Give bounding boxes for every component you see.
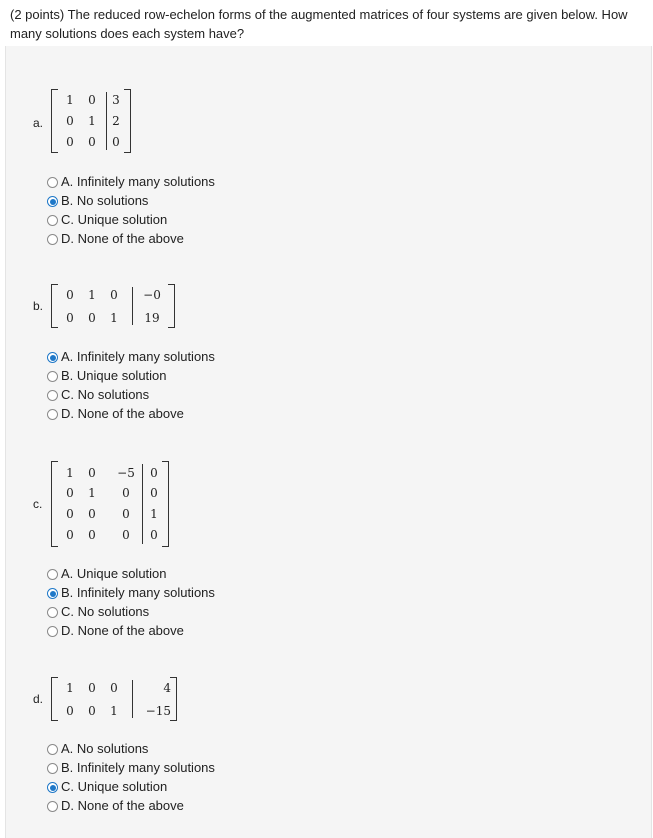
radio-button[interactable]	[47, 177, 58, 188]
part-b-option-d[interactable]	[47, 404, 215, 423]
radio-button[interactable]	[47, 390, 58, 401]
option-label: C. No solutions	[61, 387, 150, 402]
question-text: (2 points) The reduced row-echelon forms of the augmented matrices of four systems are given below. How many solutions does each system have?	[10, 7, 628, 41]
part-a-option-c[interactable]	[47, 210, 215, 229]
option-label: D. None of the above	[61, 231, 184, 246]
part-a-matrix	[51, 89, 131, 153]
matrix-cell: 0	[122, 507, 130, 521]
matrix-cell: 2	[112, 114, 120, 128]
option-label: B. Infinitely many solutions	[61, 760, 215, 775]
question-header	[0, 0, 645, 46]
option-label: B. Infinitely many solutions	[61, 585, 215, 600]
radio-button-selected[interactable]	[47, 588, 58, 599]
matrix-cell: 0	[110, 288, 118, 302]
matrix-cell: 0	[88, 681, 96, 695]
radio-button[interactable]	[47, 607, 58, 618]
matrix-cell: 1	[88, 486, 96, 500]
option-label: C. No solutions	[61, 604, 150, 619]
part-d-option-b[interactable]	[47, 758, 215, 777]
matrix-cell: 0	[88, 135, 96, 149]
part-c-option-a[interactable]	[47, 564, 215, 583]
matrix-cell: 0	[66, 311, 74, 325]
matrix-cell: 1	[150, 507, 158, 521]
matrix-cell: −5	[117, 466, 135, 480]
part-c-option-d[interactable]	[47, 621, 215, 640]
matrix-cell: 0	[66, 704, 74, 718]
part-a-options	[47, 172, 215, 248]
matrix-cell: −15	[145, 704, 171, 718]
radio-button[interactable]	[47, 371, 58, 382]
option-label: C. Unique solution	[61, 779, 168, 794]
matrix-cell: 4	[163, 681, 171, 695]
matrix-cell: 0	[110, 681, 118, 695]
part-b-matrix	[51, 284, 175, 328]
part-b-option-a[interactable]	[47, 347, 215, 366]
matrix-cell: 0	[66, 507, 74, 521]
radio-button-selected[interactable]	[47, 352, 58, 363]
option-label: D. None of the above	[61, 798, 184, 813]
option-label: B. Unique solution	[61, 368, 167, 383]
part-a-option-a[interactable]	[47, 172, 215, 191]
option-label: A. No solutions	[61, 741, 149, 756]
part-c-option-c[interactable]	[47, 602, 215, 621]
option-label: A. Unique solution	[61, 566, 167, 581]
part-a-label: a.	[33, 116, 44, 130]
matrix-cell: 0	[66, 528, 74, 542]
radio-button[interactable]	[47, 801, 58, 812]
part-d-option-a[interactable]	[47, 739, 215, 758]
matrix-cell: 0	[66, 288, 74, 302]
radio-button[interactable]	[47, 409, 58, 420]
matrix-cell: 3	[112, 93, 120, 107]
matrix-cell: 1	[110, 704, 118, 718]
part-d-options	[47, 739, 215, 815]
matrix-cell: 0	[88, 528, 96, 542]
matrix-cell: 1	[66, 93, 74, 107]
matrix-cell: 0	[150, 466, 158, 480]
part-a-option-b[interactable]	[47, 191, 215, 210]
option-label: B. No solutions	[61, 193, 149, 208]
part-b-option-c[interactable]	[47, 385, 215, 404]
option-label: A. Infinitely many solutions	[61, 174, 215, 189]
part-c-matrix	[51, 461, 169, 547]
matrix-cell: 0	[150, 486, 158, 500]
matrix-cell: 1	[66, 466, 74, 480]
option-label: A. Infinitely many solutions	[61, 349, 215, 364]
part-d-option-d[interactable]	[47, 796, 215, 815]
radio-button[interactable]	[47, 234, 58, 245]
matrix-cell: 0	[88, 93, 96, 107]
part-b-options	[47, 347, 215, 423]
matrix-cell: 0	[88, 311, 96, 325]
part-c-options	[47, 564, 215, 640]
part-c-option-b[interactable]	[47, 583, 215, 602]
matrix-cell: −0	[143, 288, 161, 302]
part-b-label: b.	[33, 299, 44, 313]
matrix-cell: 1	[88, 114, 96, 128]
radio-button-selected[interactable]	[47, 782, 58, 793]
part-d-matrix	[51, 677, 177, 721]
matrix-cell: 0	[88, 507, 96, 521]
radio-button-selected[interactable]	[47, 196, 58, 207]
part-a-option-d[interactable]	[47, 229, 215, 248]
matrix-cell: 0	[66, 486, 74, 500]
part-d-label: d.	[33, 692, 44, 706]
radio-button[interactable]	[47, 626, 58, 637]
matrix-cell: 0	[112, 135, 120, 149]
matrix-cell: 1	[88, 288, 96, 302]
matrix-cell: 19	[144, 311, 160, 325]
matrix-cell: 0	[88, 704, 96, 718]
option-label: D. None of the above	[61, 623, 184, 638]
part-d-option-c[interactable]	[47, 777, 215, 796]
radio-button[interactable]	[47, 763, 58, 774]
radio-button[interactable]	[47, 744, 58, 755]
matrix-cell: 0	[122, 528, 130, 542]
matrix-cell: 0	[66, 114, 74, 128]
matrix-cell: 0	[150, 528, 158, 542]
part-b-option-b[interactable]	[47, 366, 215, 385]
matrix-cell: 0	[88, 466, 96, 480]
radio-button[interactable]	[47, 569, 58, 580]
matrix-cell: 1	[110, 311, 118, 325]
radio-button[interactable]	[47, 215, 58, 226]
option-label: C. Unique solution	[61, 212, 168, 227]
matrix-cell: 0	[66, 135, 74, 149]
matrix-cell: 0	[122, 486, 130, 500]
option-label: D. None of the above	[61, 406, 184, 421]
part-c-label: c.	[33, 497, 43, 511]
matrix-cell: 1	[66, 681, 74, 695]
